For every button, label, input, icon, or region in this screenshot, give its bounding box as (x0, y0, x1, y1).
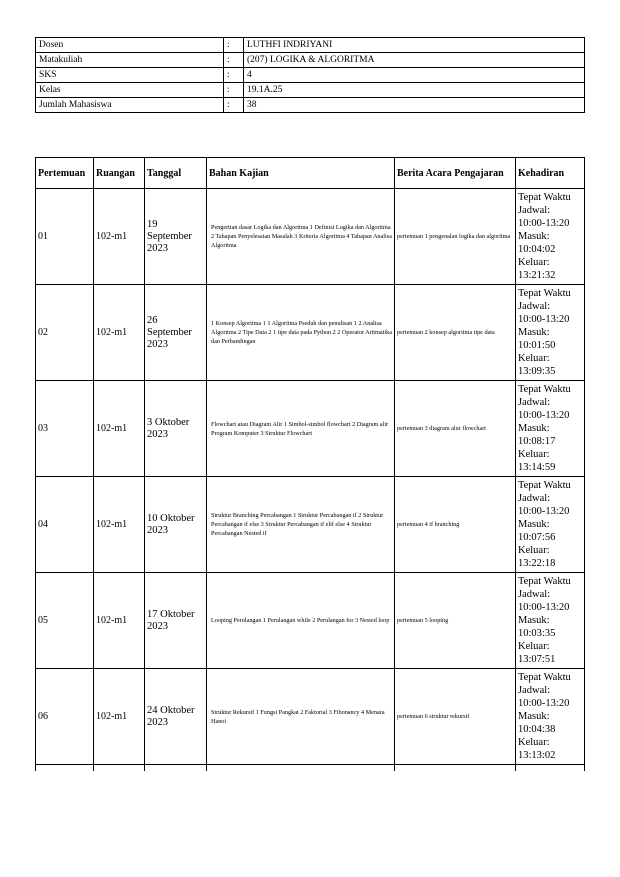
header-bahan-kajian: Bahan Kajian (207, 158, 395, 189)
teaching-report-cell: pertemuan 1 pengenalan logika dan algoritma (395, 189, 516, 285)
meeting-number-cell: 06 (36, 669, 94, 765)
table-row (36, 477, 585, 573)
date-cell: 19 September 2023 (145, 189, 207, 285)
info-row (36, 53, 585, 68)
attendance-line: 10:00-13:20 (518, 506, 570, 517)
room-cell: 102-m1 (94, 477, 145, 573)
info-separator: : (224, 98, 244, 113)
attendance-line: Keluar: (518, 257, 550, 268)
attendance-line: Jadwal: (518, 301, 551, 312)
info-value: 38 (244, 98, 585, 113)
attendance-line: 10:01:50 (518, 340, 556, 351)
info-row (36, 83, 585, 98)
teaching-report-cell: pertemuan 2 konsep algoritma tipe data (395, 285, 516, 381)
attendance-line: Keluar: (518, 641, 550, 652)
date-cell: 24 Oktober 2023 (145, 669, 207, 765)
date-cell: 17 Oktober 2023 (145, 573, 207, 669)
header-kehadiran: Kehadiran (516, 158, 585, 189)
info-value: LUTHFI INDRIYANI (244, 38, 585, 53)
room-cell: 102-m1 (94, 669, 145, 765)
continuation-cell (516, 765, 585, 772)
room-cell: 102-m1 (94, 189, 145, 285)
table-row (36, 189, 585, 285)
date-cell: 10 Oktober 2023 (145, 477, 207, 573)
attendance-line: Keluar: (518, 737, 550, 748)
info-separator: : (224, 53, 244, 68)
attendance-line: Masuk: (518, 231, 550, 242)
attendance-line: 10:00-13:20 (518, 698, 570, 709)
attendance-line: 10:03:35 (518, 628, 556, 639)
teaching-report-cell: pertemuan 5 looping (395, 573, 516, 669)
attendance-line: 13:13:02 (518, 750, 556, 761)
attendance-line: Tepat Waktu (518, 480, 571, 491)
table-row (36, 381, 585, 477)
continuation-cell (36, 765, 94, 772)
teaching-report-cell: pertemuan 6 struktur rekursif (395, 669, 516, 765)
attendance-cell (516, 669, 585, 765)
attendance-line: Tepat Waktu (518, 192, 571, 203)
attendance-line: Masuk: (518, 711, 550, 722)
attendance-line: Jadwal: (518, 397, 551, 408)
attendance-line: Masuk: (518, 615, 550, 626)
attendance-cell (516, 285, 585, 381)
attendance-body (36, 189, 585, 772)
room-cell: 102-m1 (94, 381, 145, 477)
attendance-line: 13:14:59 (518, 462, 556, 473)
info-label: Dosen (36, 38, 224, 53)
teaching-report-cell: pertemuan 3 diagram alur flowchart (395, 381, 516, 477)
attendance-line: 10:00-13:20 (518, 602, 570, 613)
info-row (36, 98, 585, 113)
header-berita-acara: Berita Acara Pengajaran (395, 158, 516, 189)
study-material-cell: 1 Konsep Algoritma 1 1 Algoritma Pseduh dan penulisan 1 2 Analisa Algoritma 2 Tipe Data 2 1 tipe data pada Python 2 2 Operator Aritmatika dan Perbandingan (207, 285, 395, 381)
room-cell: 102-m1 (94, 285, 145, 381)
header-pertemuan: Pertemuan (36, 158, 94, 189)
attendance-line: Jadwal: (518, 685, 551, 696)
table-row (36, 573, 585, 669)
attendance-cell (516, 381, 585, 477)
attendance-cell (516, 477, 585, 573)
study-material-cell: Pengertian dasar Logika dan Algoritma 1 Definisi Logika dan Algoritma 2 Tahapan Penyelesaian Masalah 3 Kriteria Algoritma 4 Tahapan Analisa Algoritma (207, 189, 395, 285)
info-value: 19.1A.25 (244, 83, 585, 98)
attendance-line: 13:09:35 (518, 366, 556, 377)
teaching-report-cell: pertemuan 4 if branching (395, 477, 516, 573)
table-header-row (36, 158, 585, 189)
info-label: Matakuliah (36, 53, 224, 68)
attendance-line: Jadwal: (518, 493, 551, 504)
continuation-cell (145, 765, 207, 772)
info-label: Kelas (36, 83, 224, 98)
info-value: 4 (244, 68, 585, 83)
info-separator: : (224, 83, 244, 98)
attendance-line: Jadwal: (518, 589, 551, 600)
date-cell: 26 September 2023 (145, 285, 207, 381)
attendance-line: Keluar: (518, 449, 550, 460)
continuation-cell (207, 765, 395, 772)
table-row (36, 285, 585, 381)
attendance-line: Masuk: (518, 519, 550, 530)
course-info-table (35, 37, 585, 113)
date-cell: 3 Oktober 2023 (145, 381, 207, 477)
attendance-line: 10:00-13:20 (518, 314, 570, 325)
meeting-number-cell: 05 (36, 573, 94, 669)
attendance-line: 10:04:38 (518, 724, 556, 735)
attendance-line: 10:00-13:20 (518, 410, 570, 421)
attendance-table (35, 157, 585, 771)
info-separator: : (224, 38, 244, 53)
info-label: Jumlah Mahasiswa (36, 98, 224, 113)
continuation-row (36, 765, 585, 772)
attendance-line: Masuk: (518, 423, 550, 434)
attendance-line: 13:22:18 (518, 558, 556, 569)
info-value: (207) LOGIKA & ALGORITMA (244, 53, 585, 68)
attendance-line: 10:07:56 (518, 532, 556, 543)
continuation-cell (94, 765, 145, 772)
attendance-line: Tepat Waktu (518, 384, 571, 395)
attendance-line: Tepat Waktu (518, 672, 571, 683)
attendance-line: Jadwal: (518, 205, 551, 216)
table-row (36, 669, 585, 765)
attendance-line: 10:04:02 (518, 244, 556, 255)
meeting-number-cell: 04 (36, 477, 94, 573)
attendance-line: Tepat Waktu (518, 288, 571, 299)
header-ruangan: Ruangan (94, 158, 145, 189)
continuation-cell (395, 765, 516, 772)
attendance-cell (516, 189, 585, 285)
study-material-cell: Looping Perulangan 1 Perulangan while 2 Perulangan for 3 Nested loop (207, 573, 395, 669)
header-tanggal: Tanggal (145, 158, 207, 189)
info-separator: : (224, 68, 244, 83)
meeting-number-cell: 02 (36, 285, 94, 381)
course-info-body (36, 38, 585, 113)
study-material-cell: Flowchart atau Diagram Alir 1 Simbol-simbol flowchart 2 Diagram alir Program Komputer 3 Struktur Flowchart (207, 381, 395, 477)
study-material-cell: Struktur Branching Percabangan 1 Struktur Percabangan if 2 Struktur Percabangan if else 3 Struktur Percabangan if elif else 4 Struktur Percabangan Nested if (207, 477, 395, 573)
info-row (36, 68, 585, 83)
study-material-cell: Struktur Rekursif 1 Fungsi Pangkat 2 Faktorial 3 Fibonancy 4 Menara Hanoi (207, 669, 395, 765)
attendance-line: 13:07:51 (518, 654, 556, 665)
attendance-line: Tepat Waktu (518, 576, 571, 587)
info-row (36, 38, 585, 53)
room-cell: 102-m1 (94, 573, 145, 669)
attendance-line: 10:08:17 (518, 436, 556, 447)
attendance-line: Masuk: (518, 327, 550, 338)
attendance-line: Keluar: (518, 353, 550, 364)
info-label: SKS (36, 68, 224, 83)
meeting-number-cell: 01 (36, 189, 94, 285)
attendance-line: 10:00-13:20 (518, 218, 570, 229)
attendance-line: Keluar: (518, 545, 550, 556)
attendance-line: 13:21:32 (518, 270, 556, 281)
meeting-number-cell: 03 (36, 381, 94, 477)
attendance-cell (516, 573, 585, 669)
